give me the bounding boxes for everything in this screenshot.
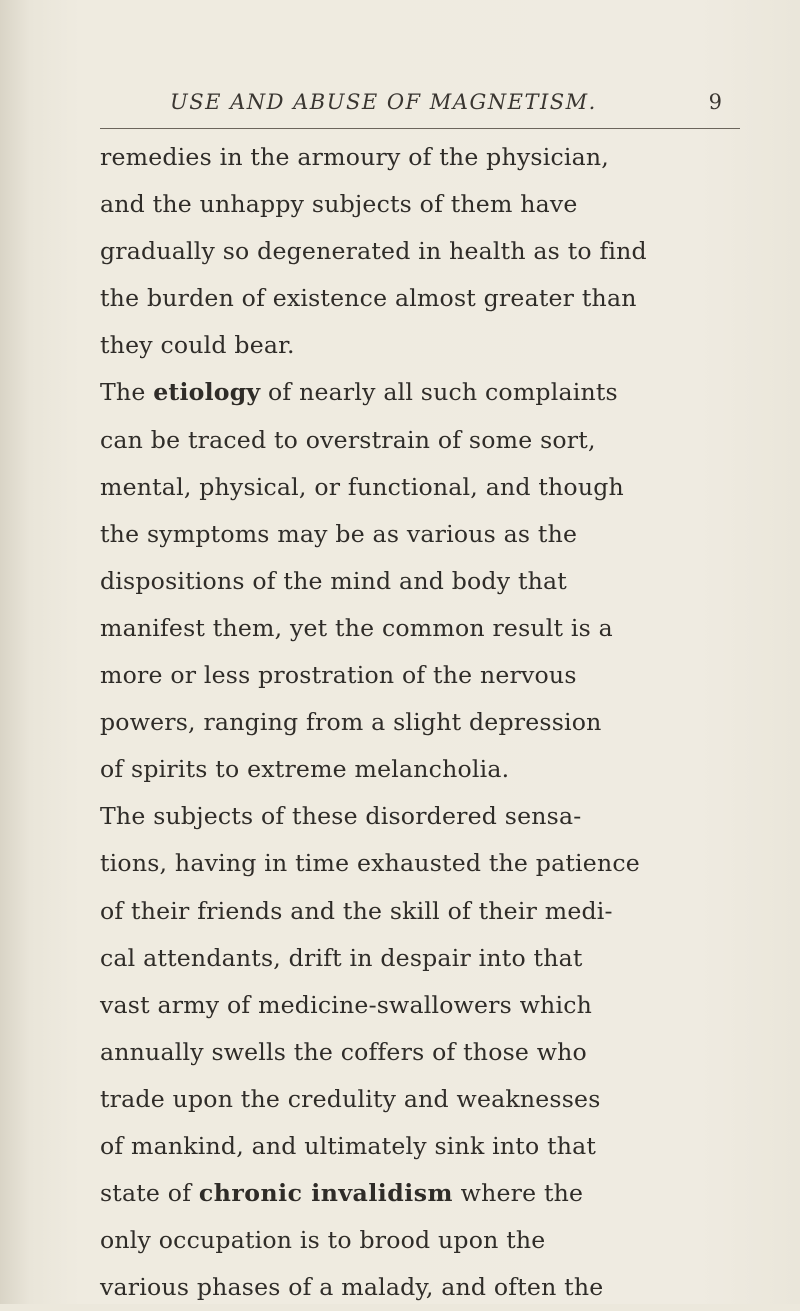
text-line: of mankind, and ultimately sink into that xyxy=(100,1131,597,1160)
page-header xyxy=(100,88,740,128)
emphasized-term-etiology: etiology xyxy=(153,378,261,407)
text-line: gradually so degenerated in health as to find xyxy=(100,237,647,266)
text-line: and the unhappy subjects of them have xyxy=(100,190,578,219)
page-number: 9 xyxy=(708,90,722,114)
text-line: they could bear. xyxy=(100,331,295,360)
text-line: of spirits to extreme melancholia. xyxy=(100,755,510,784)
text-fragment: The xyxy=(100,378,154,407)
text-line-chronic xyxy=(100,1170,750,1217)
text-line: vast army of medicine-swallowers which xyxy=(100,990,592,1019)
body-text xyxy=(100,134,750,1311)
text-line: dispositions of the mind and body that xyxy=(100,566,567,595)
text-line: tions, having in time exhausted the patience xyxy=(100,849,640,878)
text-line: can be traced to overstrain of some sort, xyxy=(100,425,596,454)
text-line: only occupation is to brood upon the xyxy=(100,1226,546,1255)
text-line: trade upon the credulity and weaknesses xyxy=(100,1084,601,1113)
text-line: the symptoms may be as various as the xyxy=(100,519,578,548)
text-line: remedies in the armoury of the physician, xyxy=(100,143,609,171)
running-title: USE AND ABUSE OF MAGNETISM. xyxy=(170,90,597,114)
text-fragment: state of xyxy=(100,1179,199,1208)
text-line-etiology xyxy=(100,369,750,416)
text-fragment: of nearly all such complaints xyxy=(260,378,618,407)
text-line: cal attendants, drift in despair into that xyxy=(100,943,583,972)
text-line: manifest them, yet the common result is a xyxy=(100,613,613,642)
text-line: the burden of existence almost greater than xyxy=(100,284,637,313)
text-fragment: where the xyxy=(452,1179,584,1208)
text-line: of their friends and the skill of their medi- xyxy=(100,896,613,925)
text-line: more or less prostration of the nervous xyxy=(100,661,577,690)
text-line: powers, ranging from a slight depression xyxy=(100,708,602,737)
text-line: annually swells the coffers of those who xyxy=(100,1037,587,1066)
text-line: The subjects of these disordered sensa- xyxy=(100,802,582,831)
text-line: mental, physical, or functional, and though xyxy=(100,472,624,501)
text-line: various phases of a malady, and often the xyxy=(100,1273,604,1302)
emphasized-term-chronic-invalidism: chronic invalidism xyxy=(198,1179,453,1208)
header-rule xyxy=(100,128,740,129)
